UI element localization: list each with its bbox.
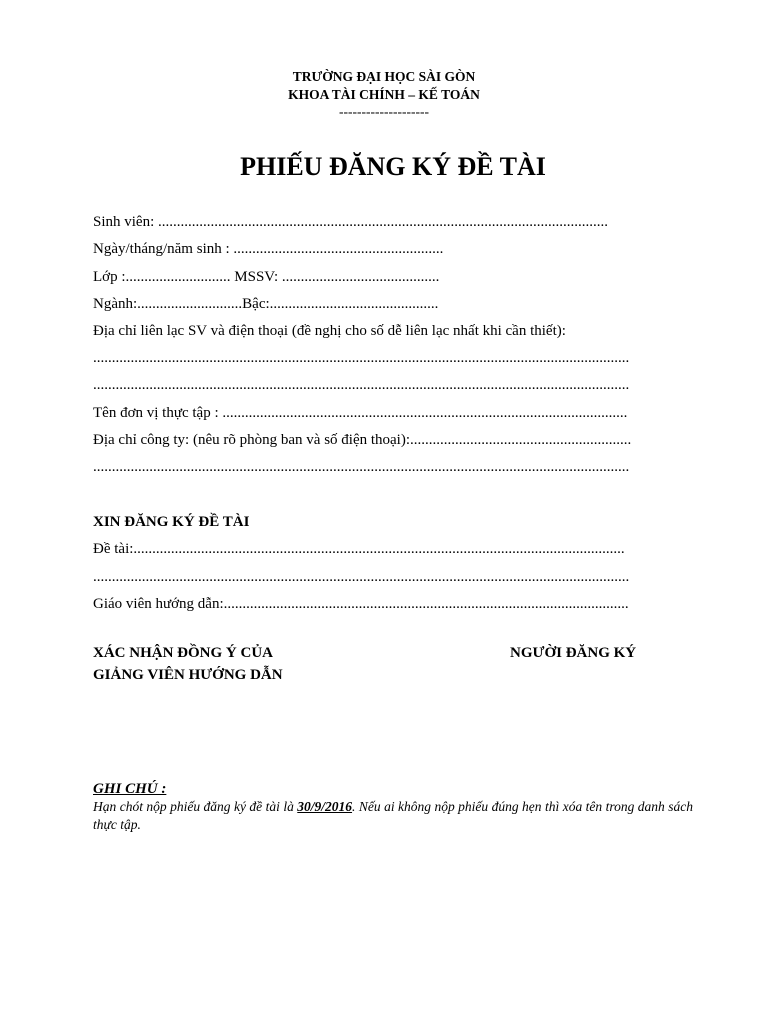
internship-unit-field: Tên đơn vị thực tập : ............................................................................................................ [93,405,628,421]
advisor-approval-line-2: GIẢNG VIÊN HƯỚNG DẪN [93,667,283,683]
note-title: GHI CHÚ : [93,781,167,797]
faculty-name: KHOA TÀI CHÍNH – KẾ TOÁN [288,87,480,102]
school-name: TRƯỜNG ĐẠI HỌC SÀI GÒN [292,69,476,84]
topic-section-heading: XIN ĐĂNG KÝ ĐỀ TÀI [93,514,250,530]
note-body [93,798,693,834]
contact-address-line-2: ............................................................................................................................................... [93,377,630,393]
student-name-field: Sinh viên: ........................................................................................................................ [93,214,609,230]
form-title: PHIẾU ĐĂNG KÝ ĐỀ TÀI [240,152,546,181]
contact-address-label: Địa chỉ liên lạc SV và điện thoại (đề nghị cho số dễ liên lạc nhất khi cần thiết): [93,323,566,339]
class-mssv-field: Lớp :............................ MSSV: .......................................... [93,269,440,285]
advisor-approval-block [93,642,283,686]
deadline-date: 30/9/2016 [297,799,353,814]
topic-field: Đề tài:................................................................................................................................... [93,541,625,557]
advisor-field: Giáo viên hướng dẫn:............................................................................................................ [93,596,629,612]
header-separator: -------------------- [339,104,429,119]
company-address-field: Địa chỉ công ty: (nêu rõ phòng ban và số điện thoại):........................................................... [93,432,632,448]
document-header [0,68,768,119]
contact-address-line-1: ............................................................................................................................................... [93,350,630,366]
topic-line-2: ............................................................................................................................................... [93,569,630,585]
advisor-approval-line-1: XÁC NHẬN ĐỒNG Ý CỦA [93,645,273,661]
company-address-line-2: ............................................................................................................................................... [93,459,630,475]
major-level-field: Ngành:............................Bậc:............................................. [93,296,439,312]
note-text-before: Hạn chót nộp phiếu đăng ký đề tài là [93,799,298,814]
note-text-after: . Nếu ai không nộp phiếu đúng hẹn thì xóa tên trong danh sách thực tập. [93,799,693,832]
date-of-birth-field: Ngày/tháng/năm sinh : ........................................................ [93,241,444,257]
registrant-signature-label: NGƯỜI ĐĂNG KÝ [510,645,637,661]
